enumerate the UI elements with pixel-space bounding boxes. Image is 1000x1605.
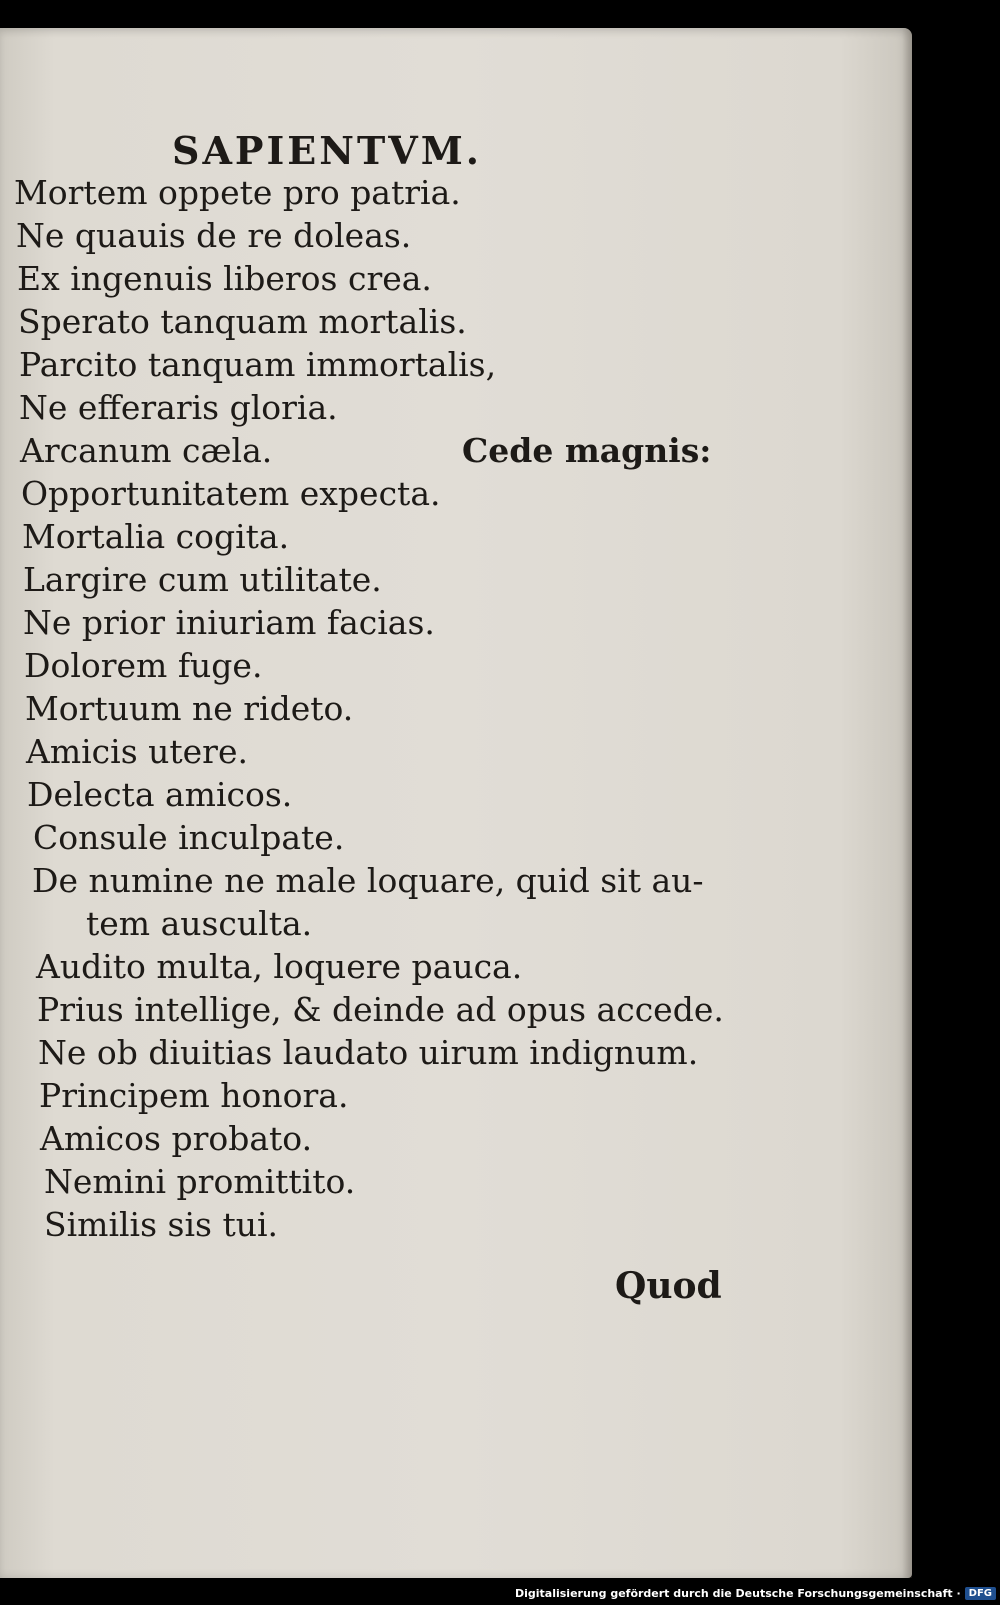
text-line-11: Ne prior iniuriam facias. xyxy=(23,603,435,642)
text-line-10: Largire cum utilitate. xyxy=(23,560,382,599)
text-line-2: Ne quauis de re doleas. xyxy=(16,216,412,255)
digitization-credit xyxy=(515,1583,996,1603)
dfg-logo: DFG xyxy=(965,1587,996,1600)
text-line-17: De numine ne male loquare, quid sit au- xyxy=(32,861,704,900)
page-edge-shadow xyxy=(902,28,912,1578)
text-line-18: tem ausculta. xyxy=(86,904,313,943)
text-line-4: Sperato tanquam mortalis. xyxy=(18,302,467,341)
text-line-19: Audito multa, loquere pauca. xyxy=(36,947,523,986)
text-line-6: Ne efferaris gloria. xyxy=(19,388,338,427)
text-line-14: Amicis utere. xyxy=(26,732,248,771)
text-line-23: Amicos probato. xyxy=(40,1119,313,1158)
text-line-13: Mortuum ne rideto. xyxy=(25,689,354,728)
text-line-5: Parcito tanquam immortalis, xyxy=(19,345,497,384)
text-line-8: Opportunitatem expecta. xyxy=(21,474,441,513)
running-heading: SAPIENTVM. xyxy=(172,128,483,173)
text-line-1: Mortem oppete pro patria. xyxy=(14,173,461,212)
text-line-25: Similis sis tui. xyxy=(44,1205,279,1244)
text-line-9: Mortalia cogita. xyxy=(22,517,290,556)
catchword: Quod xyxy=(615,1265,722,1307)
text-line-16: Consule inculpate. xyxy=(33,818,345,857)
text-line-15: Delecta amicos. xyxy=(27,775,293,814)
side-note: Cede magnis: xyxy=(462,431,712,470)
text-line-3: Ex ingenuis liberos crea. xyxy=(17,259,432,298)
text-line-20: Prius intellige, & deinde ad opus accede. xyxy=(37,990,724,1029)
text-line-7: Arcanum cæla. xyxy=(20,431,273,470)
text-line-22: Principem honora. xyxy=(39,1076,349,1115)
text-line-24: Nemini promittito. xyxy=(44,1162,356,1201)
text-line-21: Ne ob diuitias laudato uirum indignum. xyxy=(38,1033,699,1072)
text-line-12: Dolorem fuge. xyxy=(24,646,263,685)
credit-text: Digitalisierung gefördert durch die Deutsche Forschungsgemeinschaft · xyxy=(514,1586,961,1600)
